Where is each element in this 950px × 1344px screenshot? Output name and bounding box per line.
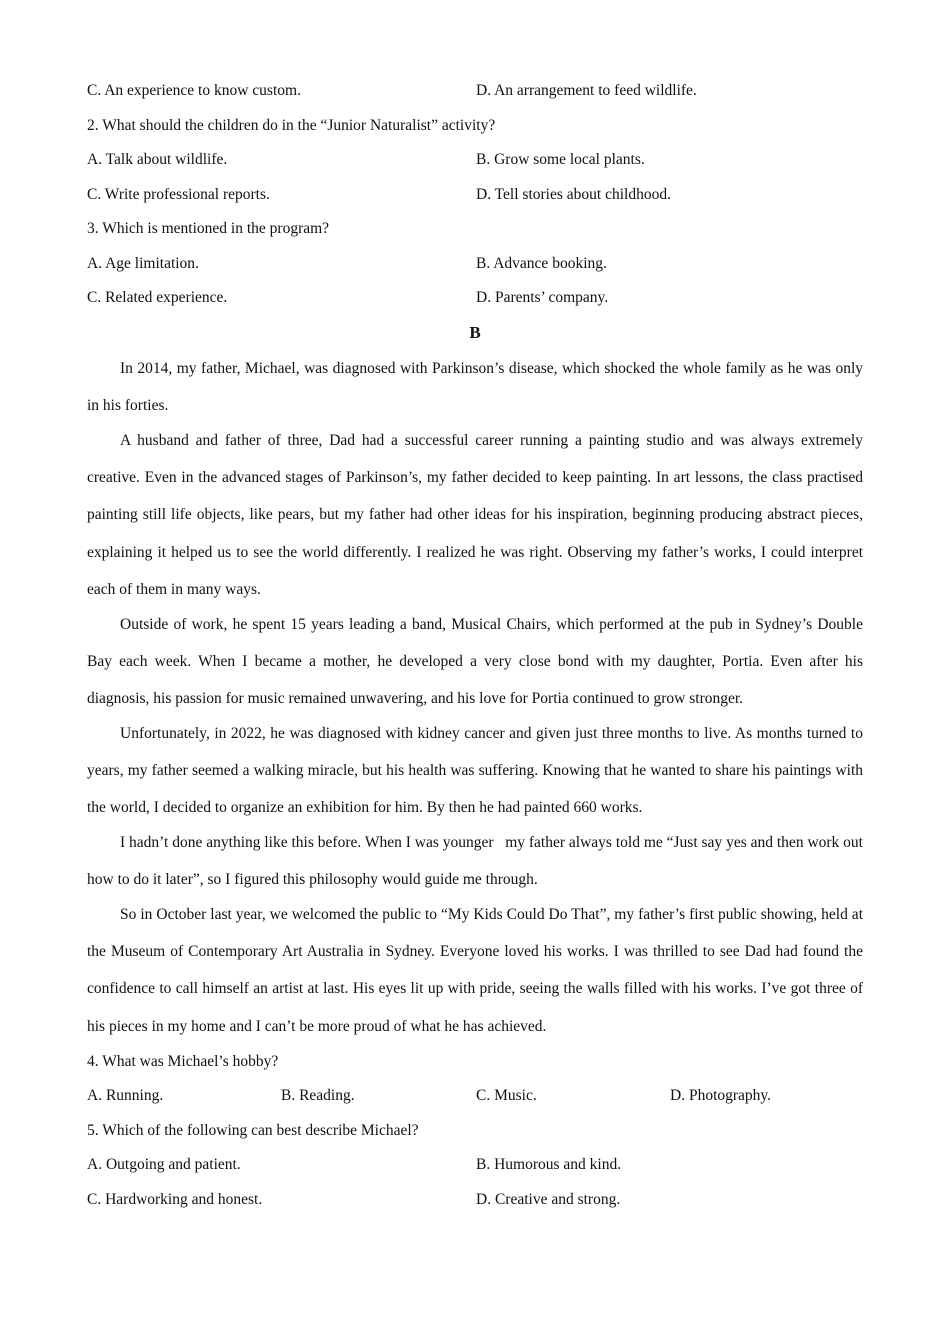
q4-question: 4. What was Michael’s hobby? bbox=[87, 1053, 279, 1070]
passage-paragraph-2: A husband and father of three, Dad had a successful career running a painting studio and was always extremely creative. Even in the advanced stages of Parkinson’s, my father decided to keep painting. In art lessons, the class practised painting still life objects, like pears, but my father had other ideas for his inspiration, beginning producing abstract pieces, explaining it helped us to see the world differently. I realized he was right. Observing my father’s works, I could interpret each of them in many ways. bbox=[87, 432, 863, 598]
passage-paragraph-5: I hadn’t done anything like this before. When I was younger my father always told me “Just say yes and then work out how to do it later”, so I figured this philosophy would guide me through. bbox=[87, 834, 867, 889]
q2-option-c: C. Write professional reports. bbox=[87, 186, 270, 203]
q1-option-c: C. An experience to know custom. bbox=[87, 82, 301, 99]
passage-paragraph-1: In 2014, my father, Michael, was diagnosed with Parkinson’s disease, which shocked the whole family as he was only in his forties. bbox=[87, 360, 863, 415]
q3-option-d: D. Parents’ company. bbox=[476, 289, 609, 306]
q3-option-a: A. Age limitation. bbox=[87, 255, 199, 272]
passage-paragraph-3: Outside of work, he spent 15 years leading a band, Musical Chairs, which performed at the pub in Sydney’s Double Bay each week. When I became a mother, he developed a very close bond with my daughter, Portia. Even after his diagnosis, his passion for music remained unwavering, and his love for Portia continued to grow stronger. bbox=[87, 616, 863, 708]
q2-question: 2. What should the children do in the “Junior Naturalist” activity? bbox=[87, 117, 496, 134]
passage-paragraph-6: So in October last year, we welcomed the public to “My Kids Could Do That”, my father’s first public showing, held at the Museum of Contemporary Art Australia in Sydney. Everyone loved his works. I was thrilled to see Dad had found the confidence to call himself an artist at last. His eyes lit up with pride, seeing the walls filled with his works. I’ve got three of his pieces in my home and I can’t be more proud of what he has achieved. bbox=[87, 906, 863, 1035]
q4-option-a: A. Running. bbox=[87, 1087, 164, 1104]
q5-option-a: A. Outgoing and patient. bbox=[87, 1156, 241, 1173]
q2-option-d: D. Tell stories about childhood. bbox=[476, 186, 671, 203]
q5-option-c: C. Hardworking and honest. bbox=[87, 1191, 263, 1208]
q2-option-b: B. Grow some local plants. bbox=[476, 151, 645, 168]
q3-question: 3. Which is mentioned in the program? bbox=[87, 220, 330, 237]
q5-option-b: B. Humorous and kind. bbox=[476, 1156, 622, 1173]
q3-option-b: B. Advance booking. bbox=[476, 255, 607, 272]
q4-option-c: C. Music. bbox=[476, 1087, 537, 1104]
q4-option-b: B. Reading. bbox=[281, 1087, 355, 1104]
q5-option-d: D. Creative and strong. bbox=[476, 1191, 621, 1208]
q3-option-c: C. Related experience. bbox=[87, 289, 228, 306]
passage-paragraph-4: Unfortunately, in 2022, he was diagnosed with kidney cancer and given just three months to live. As months turned to years, my father seemed a walking miracle, but his health was suffering. Knowing that he wanted to share his paintings with the world, I decided to organize an exhibition for him. By then he had painted 660 works. bbox=[87, 725, 863, 817]
q5-question: 5. Which of the following can best describe Michael? bbox=[87, 1122, 419, 1139]
section-heading: B bbox=[469, 323, 481, 342]
q2-option-a: A. Talk about wildlife. bbox=[87, 151, 228, 168]
q4-option-d: D. Photography. bbox=[670, 1087, 772, 1104]
q1-option-d: D. An arrangement to feed wildlife. bbox=[476, 82, 697, 99]
